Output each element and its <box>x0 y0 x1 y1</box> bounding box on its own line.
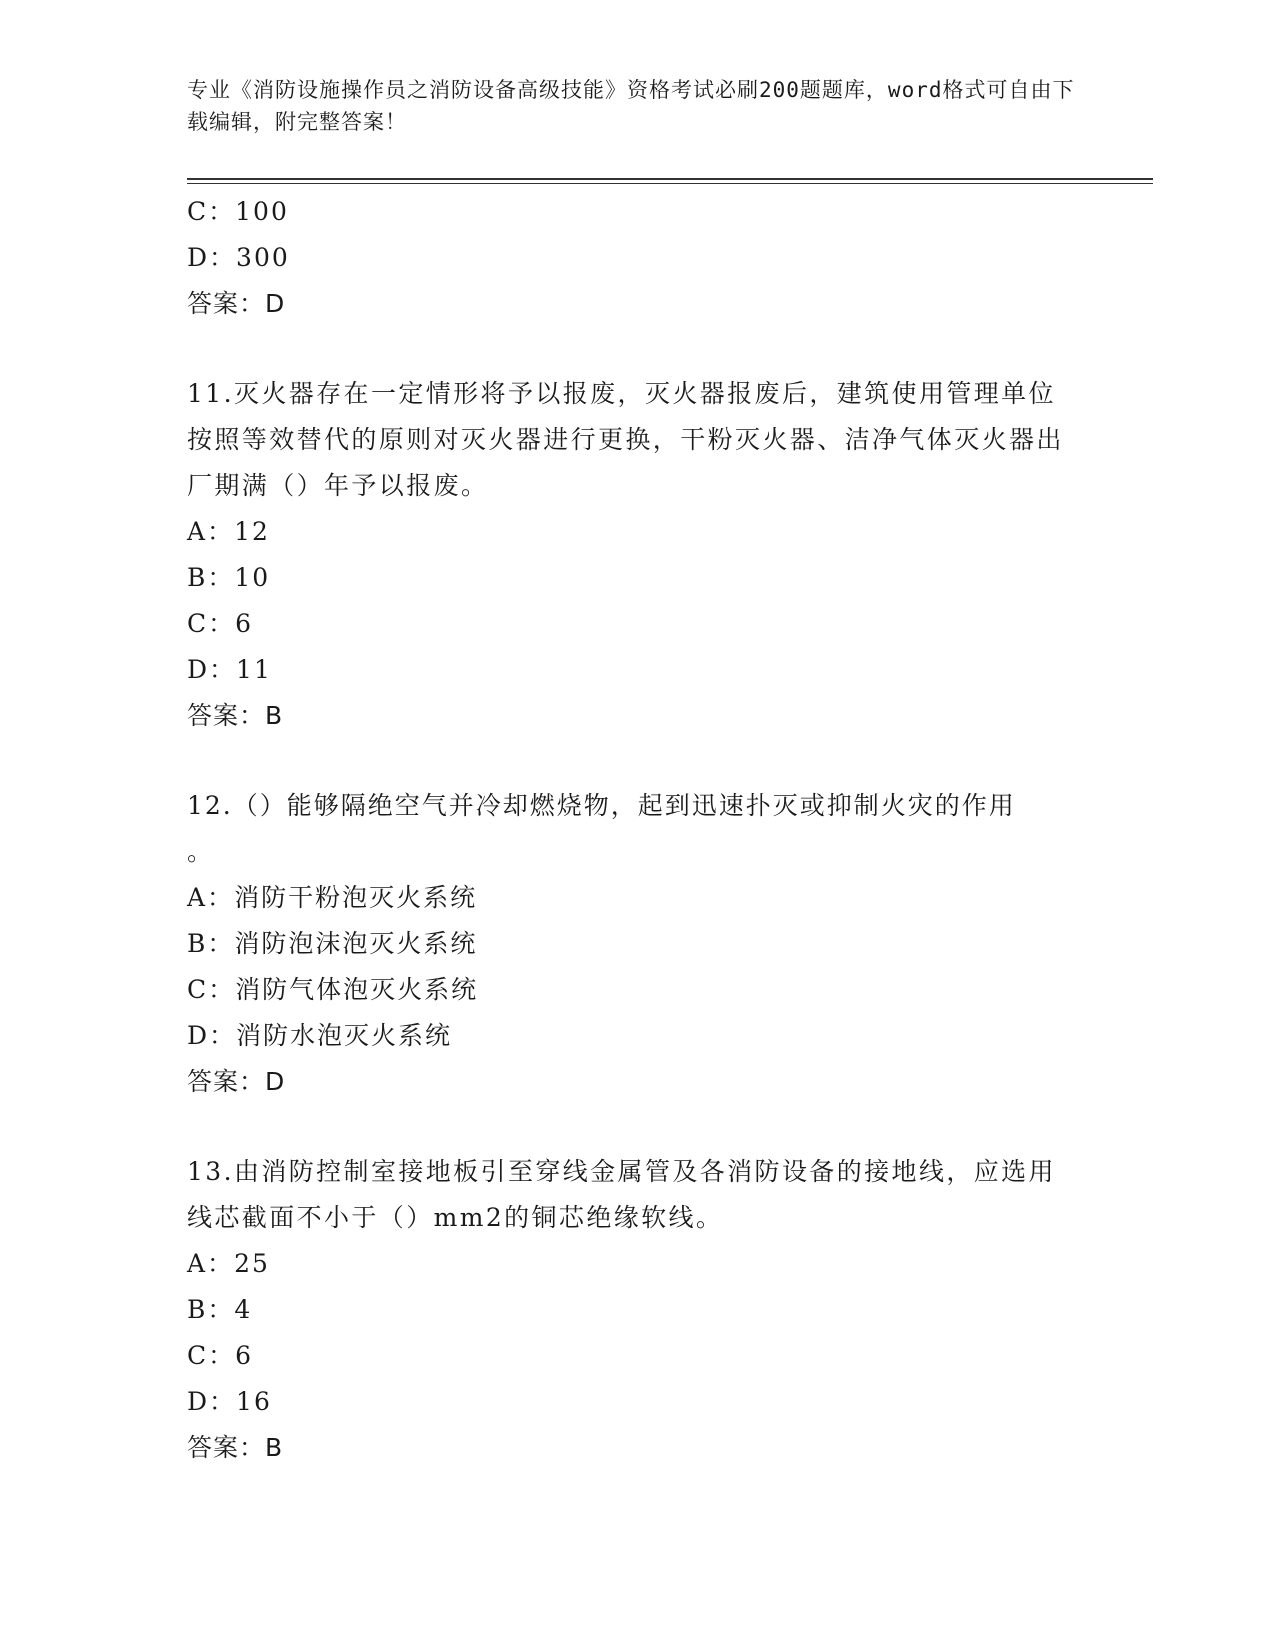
option-b: B：10 <box>187 563 271 592</box>
option-c: C：6 <box>187 1341 254 1370</box>
answer-line: 答案：D <box>187 1067 286 1096</box>
question-stem: 13.由消防控制室接地板引至穿线金属管及各消防设备的接地线，应选用线芯截面不小于（）mm2的铜芯绝缘软线。 <box>187 1157 1056 1232</box>
option-c: C：消防气体泡灭火系统 <box>187 975 479 1004</box>
question-13 <box>187 1149 1087 1471</box>
option-c: C：100 <box>187 197 289 226</box>
option-d: D：11 <box>187 655 272 684</box>
question-stem: 11.灭火器存在一定情形将予以报废，灭火器报废后，建筑使用管理单位按照等效替代的原则对灭火器进行更换，干粉灭火器、洁净气体灭火器出厂期满（）年予以报废。 <box>187 379 1064 500</box>
question-12 <box>187 783 1087 1105</box>
option-b: B：4 <box>187 1295 253 1324</box>
question-stem-continuation: 。 <box>187 837 215 866</box>
prev-question <box>187 189 1087 327</box>
option-d: D：300 <box>187 243 290 272</box>
option-c: C：6 <box>187 609 254 638</box>
question-content <box>187 189 1087 1471</box>
question-stem: 12.（）能够隔绝空气并冷却燃烧物，起到迅速扑灭或抑制火灾的作用 <box>187 791 1016 820</box>
option-b: B：消防泡沫泡灭火系统 <box>187 929 478 958</box>
answer-line: 答案：B <box>187 701 284 730</box>
option-d: D：消防水泡灭火系统 <box>187 1021 453 1050</box>
option-d: D：16 <box>187 1387 272 1416</box>
answer-line: 答案：B <box>187 1433 284 1462</box>
option-a: A：消防干粉泡灭火系统 <box>187 883 478 912</box>
option-a: A：25 <box>187 1249 270 1278</box>
header-rule-thick <box>187 178 1153 180</box>
option-a: A：12 <box>187 517 270 546</box>
answer-line: 答案：D <box>187 289 286 318</box>
question-11 <box>187 371 1087 739</box>
header-rule-thin <box>187 183 1153 184</box>
document-header: 专业《消防设施操作员之消防设备高级技能》资格考试必刷200题题库，word格式可自由下载编辑，附完整答案！ <box>187 78 1075 134</box>
